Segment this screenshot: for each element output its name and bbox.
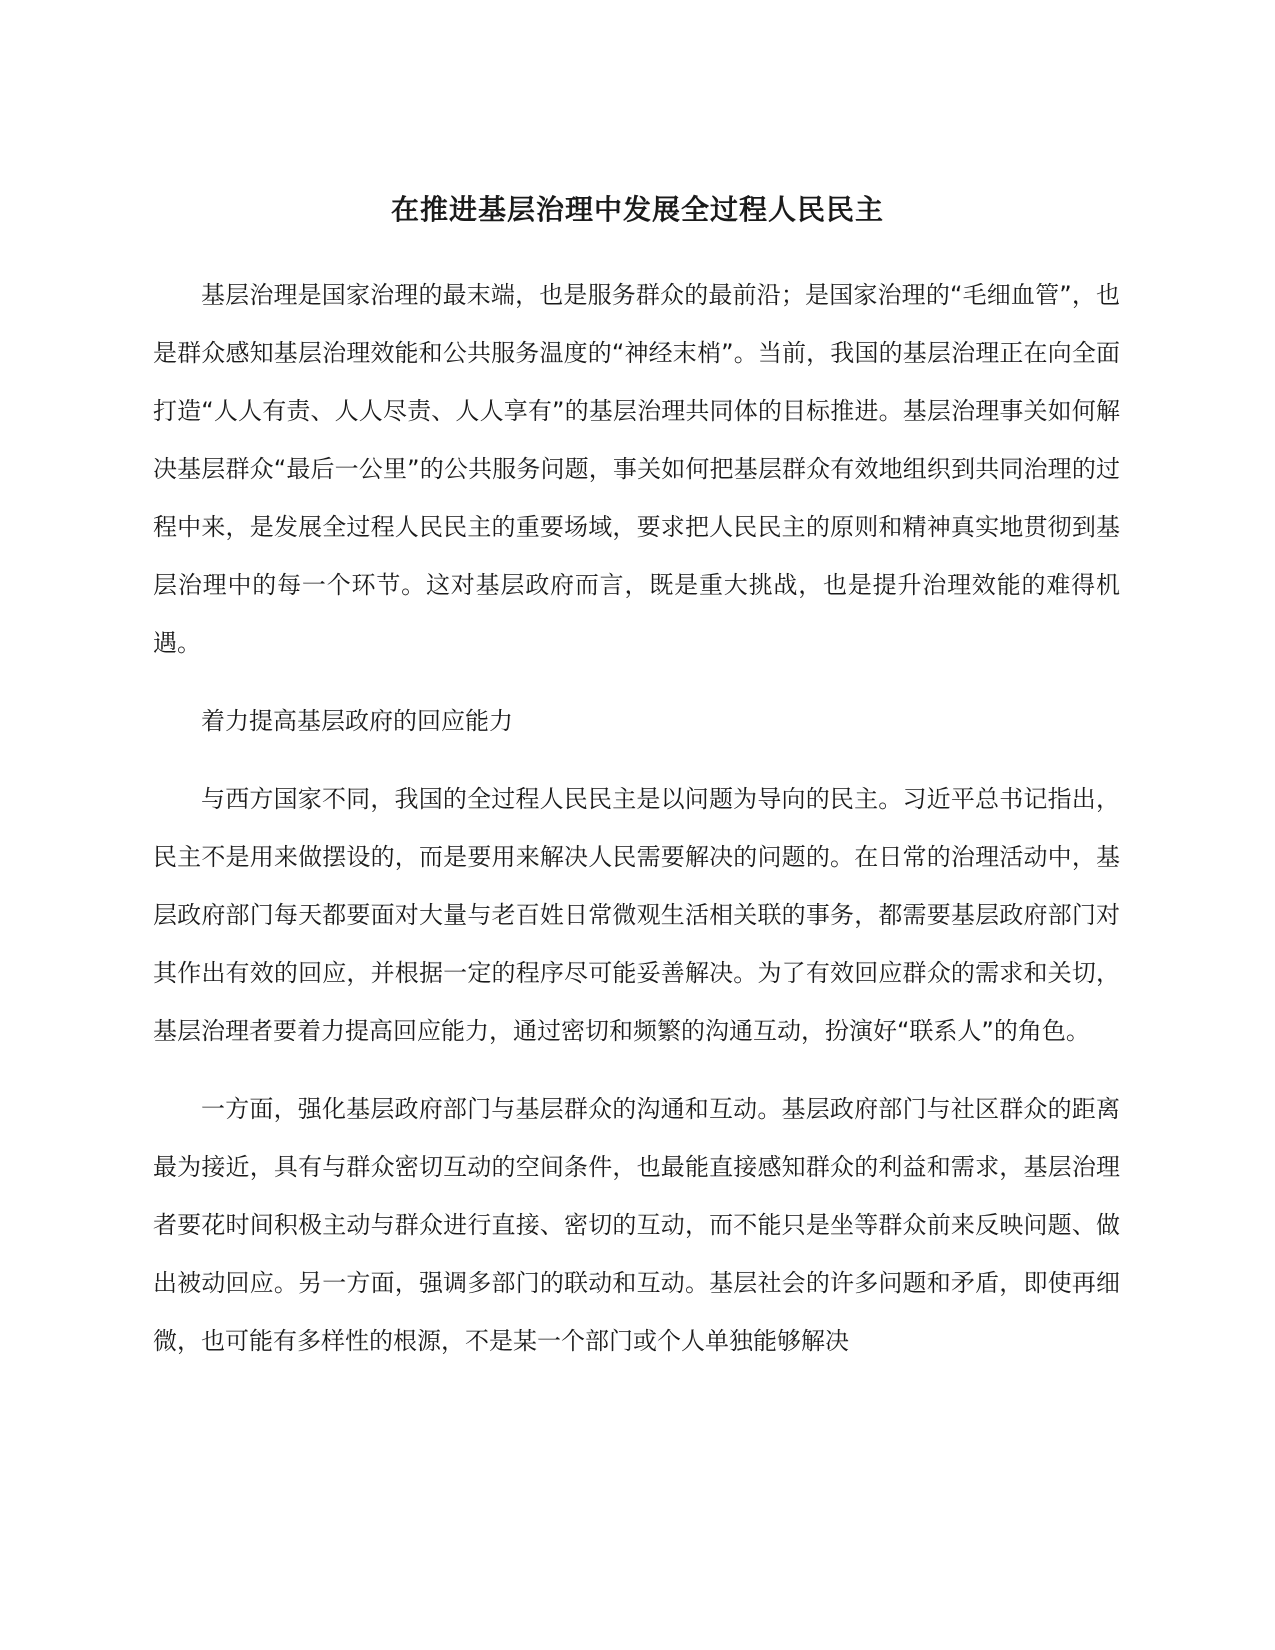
section-heading: 着力提高基层政府的回应能力 (201, 707, 513, 735)
document-title: 在推进基层治理中发展全过程人民民主 (390, 193, 884, 226)
paragraph-intro: 基层治理是国家治理的最末端，也是服务群众的最前沿；是国家治理的“毛细血管”，也是群众感知基层治理效能和公共服务温度的“神经末梢”。当前，我国的基层治理正在向全面打造“人人有责、人人尽责、人人享有”的基层治理共同体的目标推进。基层治理事关如何解决基层群众“最后一公里”的公共服务问题，事关如何把基层群众有效地组织到共同治理的过程中来，是发展全过程人民民主的重要场域，要求把人民民主的原则和精神真实地贯彻到基层治理中的每一个环节。这对基层政府而言，既是重大挑战，也是提升治理效能的难得机遇。 (153, 281, 1120, 657)
paragraph-interaction: 一方面，强化基层政府部门与基层群众的沟通和互动。基层政府部门与社区群众的距离最为接近，具有与群众密切互动的空间条件，也最能直接感知群众的利益和需求，基层治理者要花时间积极主动与群众进行直接、密切的互动，而不能只是坐等群众前来反映问题、做出被动回应。另一方面，强调多部门的联动和互动。基层社会的许多问题和矛盾，即使再细微，也可能有多样性的根源，不是某一个部门或个人单独能够解决 (153, 1095, 1120, 1355)
paragraph-responsiveness: 与西方国家不同，我国的全过程人民民主是以问题为导向的民主。习近平总书记指出，民主不是用来做摆设的，而是要用来解决人民需要解决的问题的。在日常的治理活动中，基层政府部门每天都要面对大量与老百姓日常微观生活相关联的事务，都需要基层政府部门对其作出有效的回应，并根据一定的程序尽可能妥善解决。为了有效回应群众的需求和关切，基层治理者要着力提高回应能力，通过密切和频繁的沟通互动，扮演好“联系人”的角色。 (153, 785, 1120, 1045)
document-body (153, 266, 1120, 1390)
